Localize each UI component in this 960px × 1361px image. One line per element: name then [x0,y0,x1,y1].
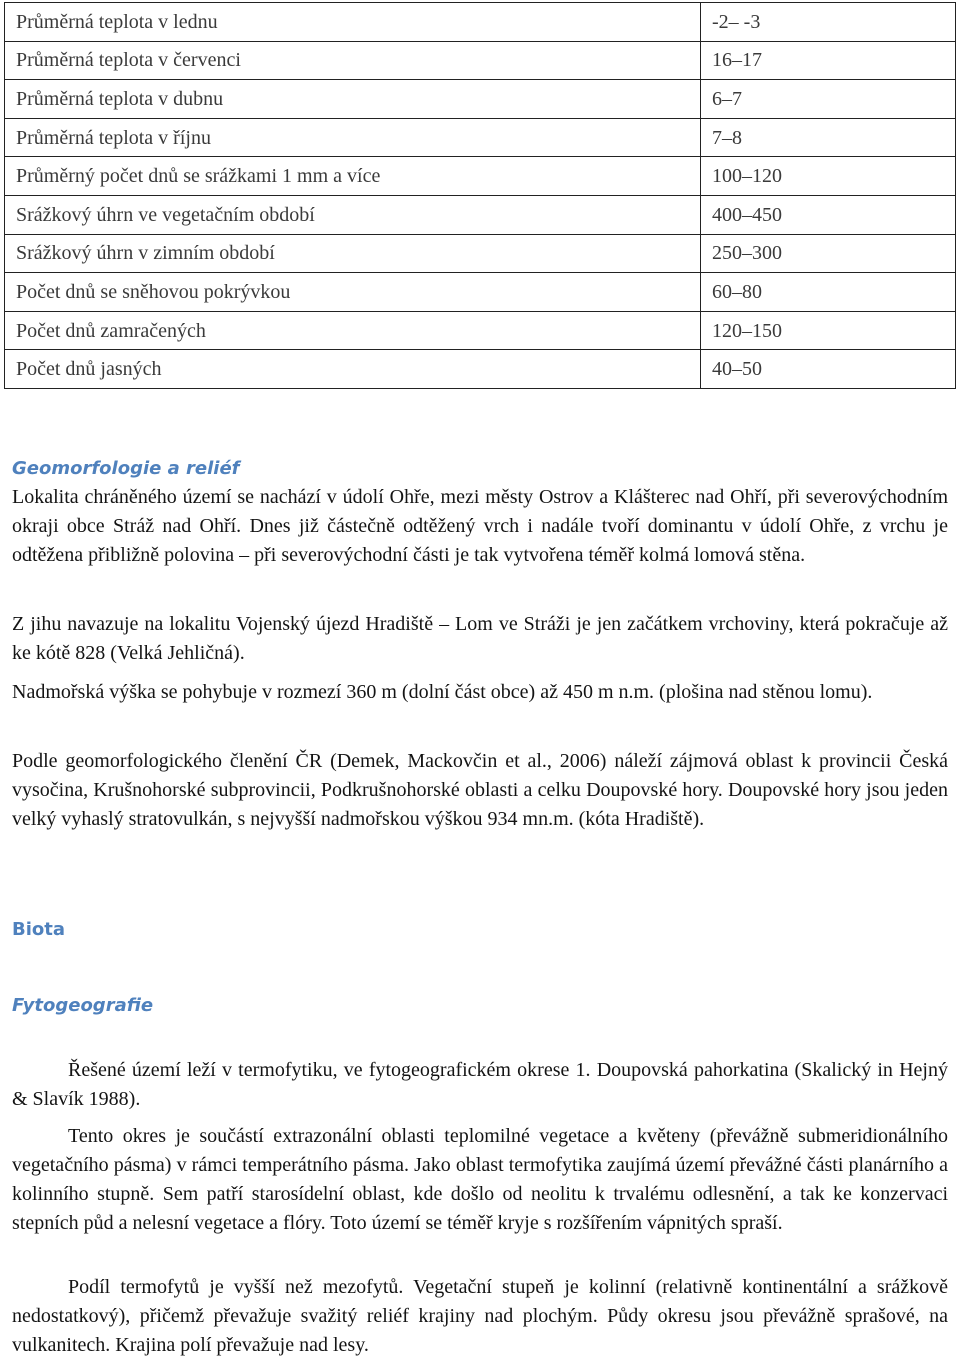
climate-table [4,2,956,389]
table-row [5,41,956,80]
table-row [5,157,956,196]
paragraph-fytogeografie-2: Tento okres je součástí extrazonální oblasti teplomilné vegetace a květeny (převážně submeridionálního vegetačního pásma) v rámci temperátního pásma. Jako oblast termofytika zaujímá území převážné části planárního a kolinního stupně. Sem patří starosídelní oblast, kde došlo od neolitu k trvalému odlesnění, a tak ke konzervaci stepních půd a nelesní vegetace a flóry. Toto území se téměř kryje s rozšířením vápnitých spraší. [12,1125,948,1234]
table-cell-value: 250–300 [701,234,956,273]
table-row [5,3,956,42]
paragraph-fytogeografie-3: Podíl termofytů je vyšší než mezofytů. Vegetační stupeň je kolinní (relativně kontinentální a srážkově nedostatkový), přičemž převažuje svažitý reliéf krajiny nad plochým. Půdy okresu jsou převážně sprašové, na vulkanitech. Krajina polí převažuje nad lesy. [12,1276,948,1356]
table-cell-label: Průměrná teplota v říjnu [5,118,701,157]
table-row [5,118,956,157]
table-cell-value: 100–120 [701,157,956,196]
table-cell-label: Průměrný počet dnů se srážkami 1 mm a více [5,157,701,196]
table-row [5,273,956,312]
table-row [5,350,956,389]
table-cell-value: 400–450 [701,195,956,234]
table-cell-label: Srážkový úhrn v zimním období [5,234,701,273]
section-heading-fytogeografie: Fytogeografie [12,995,154,1016]
table-cell-label: Počet dnů zamračených [5,311,701,350]
paragraph-geomorfologie-4: Podle geomorfologického členění ČR (Demek, Mackovčin et al., 2006) náleží zájmová oblast k provincii Česká vysočina, Krušnohorské subprovincii, Podkrušnohorské oblasti a celku Doupovské hory. Doupovské hory jsou jeden velký vyhaslý stratovulkán, s nejvyšší nadmořskou výškou 934 mn.m. (kóta Hradiště). [12,750,948,830]
table-row [5,80,956,119]
table-row [5,311,956,350]
table-cell-label: Počet dnů se sněhovou pokrývkou [5,273,701,312]
table-cell-label: Průměrná teplota v červenci [5,41,701,80]
table-cell-value: 60–80 [701,273,956,312]
table-row [5,195,956,234]
table-cell-value: 120–150 [701,311,956,350]
paragraph-geomorfologie-1: Lokalita chráněného území se nachází v údolí Ohře, mezi městy Ostrov a Klášterec nad Ohří, při severovýchodním okraji obce Stráž nad Ohří. Dnes již částečně odtěžený vrch i nadále tvoří dominantu v údolí Ohře, z vrchu je odtěžena přibližně polovina – při severovýchodní části je tak vytvořena téměř kolmá lomová stěna. [12,486,948,566]
table-cell-label: Průměrná teplota v lednu [5,3,701,42]
paragraph-geomorfologie-2: Z jihu navazuje na lokalitu Vojenský újezd Hradiště – Lom ve Stráži je jen začátkem vrchoviny, která pokračuje až ke kótě 828 (Velká Jehličná). [12,613,948,664]
table-row [5,234,956,273]
table-cell-label: Srážkový úhrn ve vegetačním období [5,195,701,234]
table-cell-value: 40–50 [701,350,956,389]
table-cell-label: Počet dnů jasných [5,350,701,389]
section-heading-biota: Biota [12,919,66,940]
table-cell-value: -2– -3 [701,3,956,42]
table-cell-value: 16–17 [701,41,956,80]
section-heading-geomorfologie: Geomorfologie a reliéf [12,458,240,479]
table-cell-value: 7–8 [701,118,956,157]
table-cell-value: 6–7 [701,80,956,119]
paragraph-geomorfologie-3: Nadmořská výška se pohybuje v rozmezí 360 m (dolní část obce) až 450 m n.m. (plošina nad stěnou lomu). [12,681,873,703]
paragraph-fytogeografie-1: Řešené území leží v termofytiku, ve fytogeografickém okrese 1. Doupovská pahorkatina (Skalický in Hejný & Slavík 1988). [12,1059,948,1110]
table-cell-label: Průměrná teplota v dubnu [5,80,701,119]
